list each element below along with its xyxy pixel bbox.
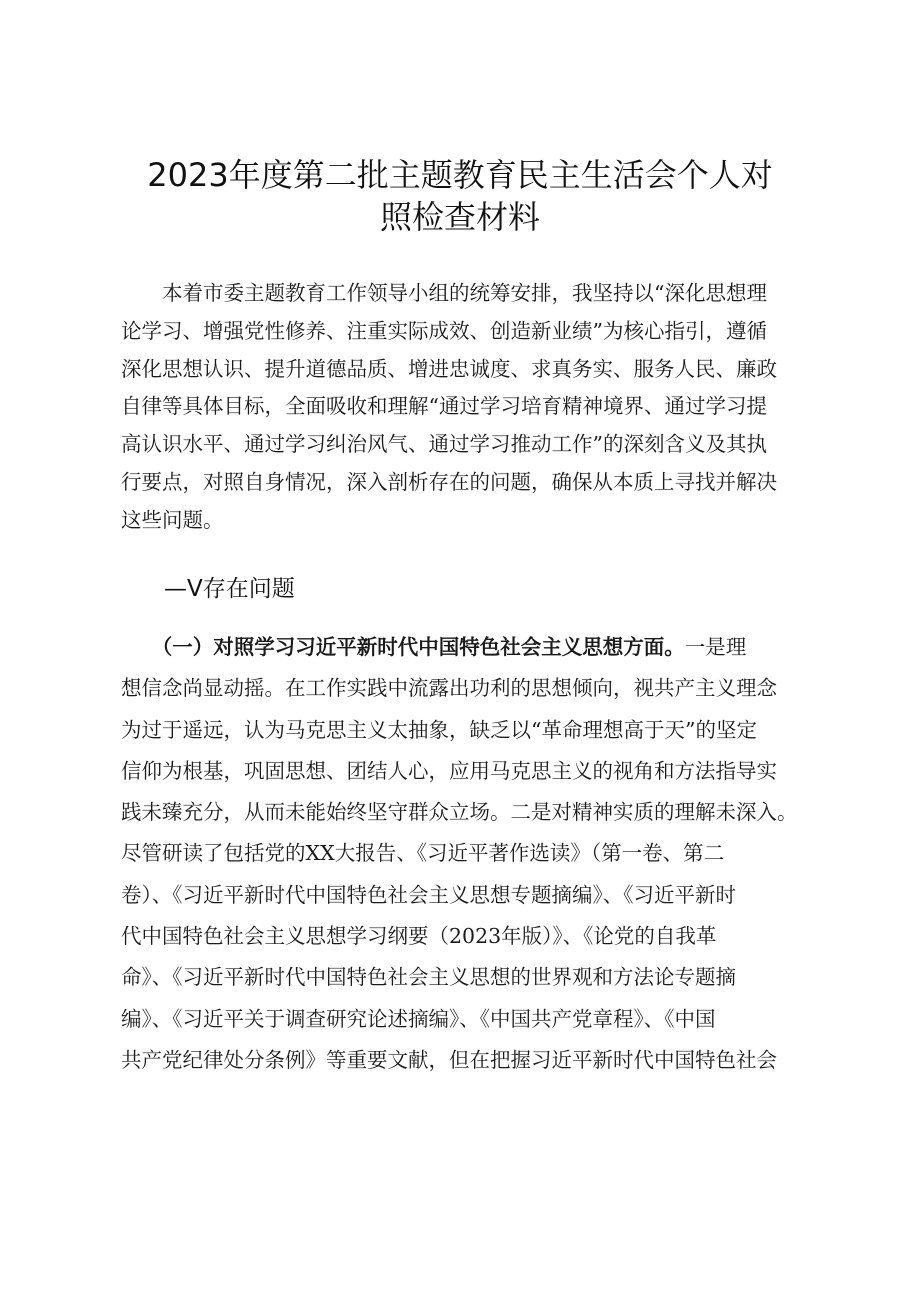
section-line: 共产党纪律处分条例》等重要文献，但在把握习近平新时代中国特色社会: [121, 1047, 777, 1072]
intro-line: 行要点，对照自身情况，深入剖析存在的问题，确保从本质上寻找并解决: [121, 469, 777, 494]
section-line: 尽管研读了包括党的XX大报告、《习近平著作选读》（第一卷、第二: [121, 841, 725, 866]
section-line: 信仰为根基，巩固思想、团结人心，应用马克思主义的视角和方法指导实: [121, 758, 777, 783]
section-first-line: [121, 627, 811, 668]
intro-line: 这些问题。: [121, 507, 224, 532]
intro-line: 本着市委主题教育工作领导小组的统筹安排，我坚持以“深化思想理: [121, 281, 767, 305]
document-title-line-1: 2023年度第二批主题教育民主生活会个人对: [147, 156, 773, 194]
intro-line: 深化思想认识、提升道德品质、增进忠诚度、求真务实、服务人民、廉政: [121, 356, 777, 381]
section-line: 践未臻充分，从而未能始终坚守群众立场。二是对精神实质的理解未深入。: [121, 800, 798, 825]
subsection-first-line-rest: 一是理: [684, 635, 747, 659]
section-line: 想信念尚显动摇。在工作实践中流露出功利的思想倾向，视共产主义理念: [121, 676, 777, 701]
section-heading: —V存在问题: [164, 576, 295, 602]
section-paragraph: [121, 627, 811, 1081]
section-line: 编》、《习近平关于调查研究论述摘编》、《中国共产党章程》、《中国: [121, 1006, 716, 1031]
section-line: 代中国特色社会主义思想学习纲要（2023年版）》、《论党的自我革: [121, 924, 717, 949]
section-line: 卷）、《习近平新时代中国特色社会主义思想专题摘编》、《习近平新时: [121, 882, 736, 907]
intro-line: 自律等具体目标，全面吸收和理解“通过学习培育精神境界、通过学习提: [121, 394, 767, 419]
intro-line: 论学习、增强党性修养、注重实际成效、创造新业绩”为核心指引，遵循: [121, 318, 767, 343]
intro-paragraph: [121, 275, 811, 540]
section-line: 命》、《习近平新时代中国特色社会主义思想的世界观和方法论专题摘: [121, 965, 736, 990]
document-title-line-2: 照检查材料: [379, 198, 540, 236]
section-line: 为过于遥远，认为马克思主义太抽象，缺乏以“革命理想高于天”的坚定: [121, 717, 757, 742]
intro-line: 高认识水平、通过学习纠治风气、通过学习推动工作”的深刻含义及其执: [121, 432, 767, 457]
subsection-heading: （一）对照学习习近平新时代中国特色社会主义思想方面。: [121, 635, 685, 659]
